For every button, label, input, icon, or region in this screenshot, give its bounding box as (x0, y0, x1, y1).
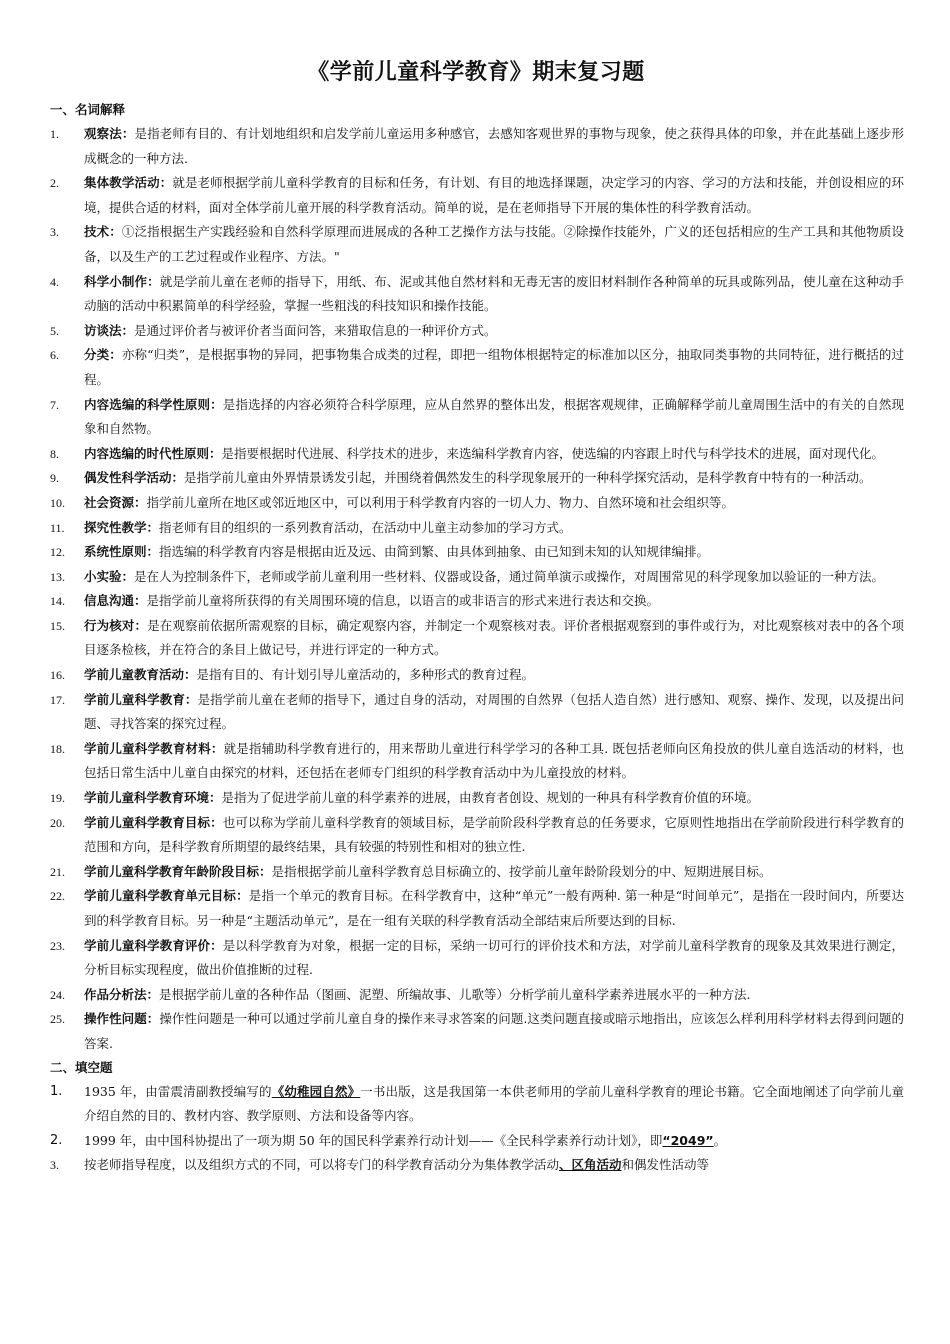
definition-item (48, 737, 904, 786)
question-text-before: 按老师指导程度，以及组织方式的不同，可以将专门的科学教育活动分为集体教学活动 (84, 1157, 560, 1173)
definition-item (48, 466, 904, 491)
item-number: 1. (50, 127, 59, 141)
term-definition: 指选编的科学教育内容是根据由近及远、由简到繁、由具体到抽象、由已知到未知的认知规律编排。 (159, 544, 710, 560)
fill-blank-item (48, 1153, 904, 1178)
section-heading-fill-blanks: 二、填空题 (50, 1059, 113, 1075)
item-text (84, 393, 904, 442)
term-definition: 是指一个单元的教育目标。在科学教育中，这种“单元”一般有两种. 第一种是“时间单元”，是指在一段时间内，所要达到的科学教育目标。另一种是“主题活动单元”，是在一组有关联的科学教育活动全部结束后所要达到的目标. (84, 888, 904, 928)
item-number: 4. (50, 274, 59, 289)
item-number: 16. (50, 668, 65, 683)
term-label: 学前儿童科学教育目标： (84, 814, 223, 830)
item-number: 11. (50, 520, 65, 535)
item-number: 13. (50, 569, 65, 584)
term-definition: 是指学前儿童由外界情景诱发引起，并围绕着偶然发生的科学现象展开的一种科学探究活动，是科学教育中特有的一种活动。 (184, 470, 872, 486)
item-number: 23. (50, 938, 65, 953)
item-text (84, 1007, 904, 1056)
document-title: 《学前儿童科学教育》期末复习题 (307, 60, 645, 85)
answer-underlined: “2049” (662, 1132, 714, 1148)
item-text (84, 860, 904, 885)
section-heading-definitions: 一、名词解释 (50, 102, 126, 117)
item-number: 14. (50, 594, 65, 609)
term-label: 信息沟通： (84, 593, 147, 609)
term-definition: 是指有目的、有计划引导儿童活动的，多种形式的教育过程。 (196, 667, 535, 683)
fill-blanks-list (48, 1080, 904, 1178)
definition-item (48, 884, 904, 933)
term-label: 探究性教学： (84, 519, 160, 535)
item-text (84, 122, 904, 171)
term-definition: 指学前儿童所在地区或邻近地区中，可以利用于科学教育内容的一切人力、物力、自然环境和社会组织等。 (146, 494, 735, 510)
definition-item (48, 663, 904, 688)
definition-item (48, 343, 904, 392)
term-definition: 是指为了促进学前儿童的科学素养的进展，由教育者创设、规划的一种具有科学教育价值的环境。 (221, 790, 760, 806)
item-text (84, 319, 904, 344)
item-text (84, 884, 904, 933)
term-definition: 指老师有目的组织的一系列教育活动，在活动中儿童主动参加的学习方式。 (159, 519, 572, 535)
definition-item (48, 786, 904, 811)
term-definition: 是以科学教育为对象，根据一定的目标，采纳一切可行的评价技术和方法，对学前儿童科学教育的现象及其效果进行测定，分析目标实现程度，做出价值推断的过程. (84, 937, 904, 978)
item-number: 15. (50, 618, 65, 633)
item-text (84, 934, 904, 983)
question-text-after: 。 (713, 1132, 727, 1148)
term-label: 学前儿童科学教育： (84, 691, 198, 707)
item-text (84, 220, 904, 269)
definition-item (48, 540, 904, 565)
term-label: 系统性原则： (84, 544, 160, 560)
item-text (84, 442, 904, 467)
item-number: 2. (50, 176, 59, 191)
definition-item (48, 442, 904, 467)
term-definition: 就是指辅助科学教育进行的，用来帮助儿童进行科学学习的各种工具. 既包括老师向区角投放的供儿童自选活动的材料，也包括日常生活中儿童自由探究的材料，还包括在老师专门组织的科学教育活动中为儿童投放的材料。 (84, 740, 904, 781)
item-text (84, 1080, 904, 1129)
item-text (84, 491, 904, 516)
definition-item (48, 688, 904, 737)
term-definition: 是指学前儿童在老师的指导下，通过自身的活动，对周围的自然界（包括人造自然）进行感知、观察、操作、发现，以及提出问题、寻找答案的探究过程。 (84, 691, 904, 732)
question-text-before: 1999 年，由中国科协提出了一项为期 50 年的国民科学素养行动计划——《全民科学素养行动计划》，即 (84, 1132, 663, 1148)
term-label: 学前儿童教育活动： (84, 667, 197, 683)
definition-item (48, 1007, 904, 1056)
term-label: 观察法： (84, 126, 135, 141)
item-text (84, 983, 904, 1008)
item-number: 3. (50, 1158, 59, 1173)
term-definition: 就是老师根据学前儿童科学教育的目标和任务，有计划、有目的地选择课题，决定学习的内容、学习的方法和技能，并创设相应的环境，提供合适的材料，面对全体学前儿童开展的科学教育活动。简单的说，是在老师指导下开展的集体性的科学教育活动。 (84, 175, 904, 215)
term-label: 学前儿童科学教育材料： (84, 740, 224, 756)
definition-item (48, 565, 904, 590)
item-text (84, 540, 904, 565)
definition-item (48, 270, 904, 319)
definition-item (48, 516, 904, 541)
term-label: 行为核对： (84, 617, 148, 633)
item-number: 7. (50, 397, 59, 412)
item-text (84, 589, 904, 614)
term-definition: 是指老师有目的、有计划地组织和启发学前儿童运用多种感官，去感知客观世界的事物与现象，使之获得具体的印象，并在此基础上逐步形成概念的一种方法. (84, 126, 904, 166)
definition-item (48, 491, 904, 516)
item-number: 19. (50, 791, 65, 806)
item-text (84, 516, 904, 541)
item-number: 21. (50, 864, 65, 879)
term-definition: 是在观察前依据所需观察的目标，确定观察内容，并制定一个观察核对表。评价者根据观察到的事件或行为，对比观察核对表中的各个项目逐条检核，并在符合的条目上做记号，并进行评定的一种方式。 (84, 617, 904, 658)
term-definition: 是指要根据时代进展、科学技术的进步，来选编科学教育内容，使选编的内容跟上时代与科学技术的进展，面对现代化。 (221, 445, 885, 461)
item-text (84, 786, 904, 811)
term-label: 操作性问题： (84, 1011, 160, 1027)
term-definition: 是指根据学前儿童科学教育总目标确立的、按学前儿童年龄阶段划分的中、短期进展目标。 (271, 863, 772, 879)
definition-item (48, 319, 904, 344)
question-text-after: 和偶发性活动等 (621, 1157, 710, 1173)
term-definition: 是在人为控制条件下，老师或学前儿童利用一些材料、仪器或设备，通过简单演示或操作，对周围常见的科学现象加以验证的一种方法。 (134, 568, 885, 584)
question-text-after: 一书出版，这是我国第一本供老师用的学前儿童科学教育的理论书籍。它全面地阐述了向学前儿童介绍自然的目的、教材内容、教学原则、方法和设备等内容。 (84, 1083, 904, 1124)
item-text (84, 737, 904, 786)
item-text (84, 614, 904, 663)
term-label: 技术： (84, 224, 122, 240)
item-number: 9. (50, 471, 59, 486)
item-number: 17. (50, 692, 65, 707)
fill-blank-item (48, 1129, 904, 1154)
definition-item (48, 589, 904, 614)
item-text (84, 466, 904, 491)
term-label: 学前儿童科学教育年龄阶段目标： (84, 863, 272, 879)
term-definition: 亦称“归类”，是根据事物的异同，把事物集合成类的过程，即把一组物体根据特定的标准加以区分，抽取同类事物的共同特征，进行概括的过程。 (84, 347, 904, 387)
term-definition: ①泛指根据生产实践经验和自然科学原理而进展成的各种工艺操作方法与技能。②除操作技能外，广义的还包括相应的生产工具和其他物质设备，以及生产的工艺过程或作业程序、方法。" (84, 224, 904, 264)
item-number: 24. (50, 987, 65, 1002)
term-label: 分类： (84, 347, 122, 363)
term-definition: 是指学前儿童将所获得的有关周围环境的信息，以语言的或非语言的形式来进行表达和交换。 (146, 593, 660, 609)
term-label: 集体教学活动： (84, 175, 173, 191)
term-definition: 是根据学前儿童的各种作品（图画、泥塑、所编故事、儿歌等）分析学前儿童科学素养进展水平的一种方法. (159, 986, 751, 1002)
definition-item (48, 220, 904, 269)
item-number: 1. (50, 1083, 63, 1099)
definitions-list (48, 122, 904, 1057)
term-label: 内容选编的时代性原则： (84, 445, 222, 461)
item-text (84, 688, 904, 737)
item-text (84, 811, 904, 860)
term-label: 学前儿童科学教育单元目标： (84, 888, 249, 904)
item-text (84, 343, 904, 392)
term-definition: 是指选择的内容必须符合科学原理，应从自然界的整体出发，根据客观规律，正确解释学前儿童周围生活中的有关的自然现象和自然物。 (84, 396, 904, 437)
term-definition: 也可以称为学前儿童科学教育的领域目标，是学前阶段科学教育总的任务要求，它原则性地指出在学前阶段进行科学教育的范围和方向，是科学教育所期望的最终结果，具有较强的特别性和相对的独立性. (84, 814, 904, 855)
term-label: 学前儿童科学教育环境： (84, 790, 222, 806)
definition-item (48, 983, 904, 1008)
definition-item (48, 614, 904, 663)
item-number: 20. (50, 815, 65, 830)
definition-item (48, 860, 904, 885)
item-number: 25. (50, 1012, 65, 1027)
item-text (84, 1129, 904, 1154)
term-label: 访谈法： (84, 322, 135, 338)
item-text (84, 663, 904, 688)
definition-item (48, 393, 904, 442)
item-text (84, 270, 904, 319)
item-text (84, 1153, 904, 1178)
item-number: 8. (50, 446, 59, 461)
item-number: 12. (50, 545, 65, 560)
item-text (84, 565, 904, 590)
item-text (84, 171, 904, 220)
term-label: 科学小制作： (84, 273, 160, 289)
definition-item (48, 122, 904, 171)
item-number: 6. (50, 348, 59, 363)
term-label: 内容选编的科学性原则： (84, 396, 223, 412)
item-number: 22. (50, 889, 65, 904)
item-number: 10. (50, 495, 65, 510)
item-number: 5. (50, 323, 59, 338)
item-number: 18. (50, 741, 65, 756)
term-label: 社会资源： (84, 494, 147, 510)
fill-blank-item (48, 1080, 904, 1129)
definition-item (48, 171, 904, 220)
definition-item (48, 934, 904, 983)
term-label: 作品分析法： (84, 986, 160, 1002)
item-number: 3. (50, 225, 59, 240)
answer-underlined: 、区角活动 (559, 1157, 622, 1173)
answer-underlined: 《幼稚园自然》 (271, 1083, 361, 1099)
term-label: 偶发性科学活动： (84, 470, 185, 486)
term-definition: 就是学前儿童在老师的指导下，用纸、布、泥或其他自然材料和无毒无害的废旧材料制作各种简单的玩具或陈列品，使儿童在这种动手动脑的活动中积累简单的科学经验，掌握一些粗浅的科技知识和操作技能。 (84, 273, 904, 314)
term-label: 学前儿童科学教育评价： (84, 937, 223, 953)
term-definition: 是通过评价者与被评价者当面问答，来猎取信息的一种评价方式。 (134, 322, 497, 338)
term-label: 小实验： (84, 568, 135, 584)
definition-item (48, 811, 904, 860)
item-number: 2. (50, 1132, 63, 1148)
term-definition: 操作性问题是一种可以通过学前儿童自身的操作来寻求答案的问题.这类问题直接或暗示地指出，应该怎么样利用科学材料去得到问题的答案. (84, 1011, 904, 1051)
question-text-before: 1935 年，由雷震清副教授编写的 (84, 1083, 272, 1099)
